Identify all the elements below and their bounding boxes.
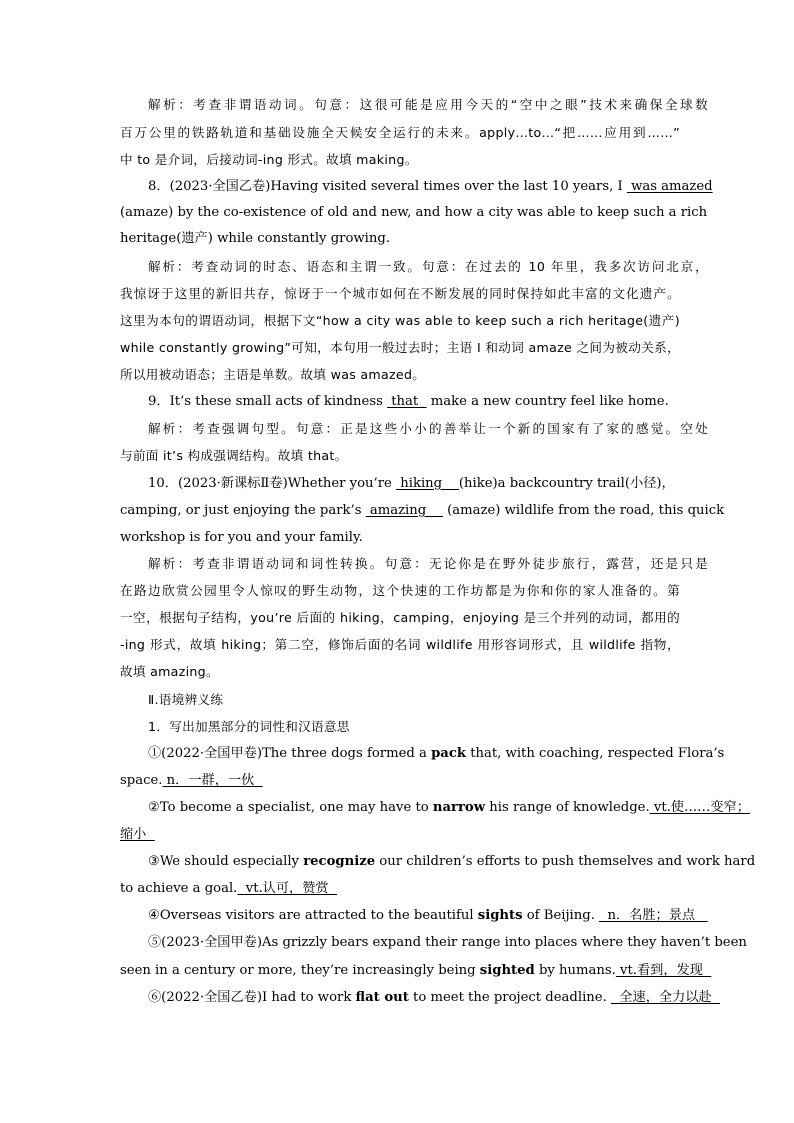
item-3-text-2: to achieve a goal. — [120, 881, 238, 896]
item-3-line-2 — [120, 881, 680, 897]
q8-question-text: 8．(2023·全国乙卷)Having visited several times over the last 10 years, I — [148, 179, 627, 194]
q8-analysis-line-4: while constantly growing”可知，本句用一般过去时；主语 I 和动词 amaze 之间为被动关系， — [120, 340, 680, 355]
q9-question-tail: make a new country feel like home. — [426, 394, 669, 409]
q10-question-line-2 — [120, 503, 725, 519]
item-1-line-2 — [120, 773, 680, 789]
item-3-line-1 — [148, 854, 756, 870]
item-3-answer: vt.认可，赞赏 — [237, 881, 338, 896]
item-6-line-1 — [148, 990, 721, 1006]
q10-answer-2: amazing — [365, 503, 443, 518]
q10-question-text: 10．(2023·新课标Ⅱ卷)Whether you’re — [148, 476, 397, 491]
q8-analysis-line-3: 这里为本句的谓语动词，根据下文“how a city was able to keep such a rich heritage(遗产) — [120, 313, 680, 328]
item-5-answer: vt.看到，发现 — [615, 963, 712, 978]
q10-question-line-1 — [148, 476, 708, 492]
section-heading: Ⅱ.语境辨义练 — [148, 692, 224, 707]
q8-analysis-line-5: 所以用被动语态；主语是单数。故填 was amazed。 — [120, 367, 426, 382]
item-5-text-2: seen in a century or more, they’re increasingly being — [120, 963, 480, 978]
item-3-text-tail: our children’s efforts to push themselves and work hard — [375, 854, 756, 869]
item-6-text: ⑥(2022·全国乙卷)I had to work — [148, 990, 356, 1005]
item-4-keyword: sights — [477, 908, 523, 923]
item-4-text-tail: of Beijing. — [522, 908, 600, 923]
item-4-answer: n．名胜；景点 — [599, 908, 708, 923]
q9-answer: that — [387, 394, 427, 409]
item-2-text: ②To become a specialist, one may have to — [148, 800, 433, 815]
q8-question-line-1 — [148, 179, 713, 195]
q9-analysis-line-1: 解析：考查强调句型。句意：正是这些小小的善举让一个新的国家有了家的感觉。空处 — [148, 421, 708, 436]
q10-question-line-3: workshop is for you and your family. — [120, 530, 363, 545]
q10-question-text-2: camping, or just enjoying the park’s — [120, 503, 366, 518]
item-4-line-1 — [148, 908, 708, 924]
q7-analysis-line-2: 百万公里的铁路轨道和基础设施全天候安全运行的未来。apply…to…“把……应用到……” — [120, 125, 680, 140]
item-6-keyword: flat out — [355, 990, 409, 1005]
q10-analysis-line-2: 在路边欣赏公园里令人惊叹的野生动物，这个快速的工作坊都是为你和你的家人准备的。第 — [120, 583, 680, 598]
item-5-keyword: sighted — [479, 963, 535, 978]
item-3-keyword: recognize — [303, 854, 376, 869]
q10-question-tail: (amaze) wildlife from the road, this quick — [442, 503, 725, 518]
q8-question-line-2: (amaze) by the co-existence of old and new, and how a city was able to keep such a rich — [120, 205, 708, 220]
item-6-answer: 全速，全力以赴 — [610, 990, 721, 1005]
item-1-text: ①(2022·全国甲卷)The three dogs formed a — [148, 746, 432, 761]
item-1-keyword: pack — [431, 746, 467, 761]
q8-answer: was amazed — [626, 179, 713, 194]
section-subheading: 1．写出加黑部分的词性和汉语意思 — [148, 719, 350, 734]
q10-answer-1: hiking — [396, 476, 459, 491]
q8-question-line-3: heritage(遗产) while constantly growing. — [120, 231, 391, 246]
item-1-line-1 — [148, 746, 725, 762]
item-6-text-tail: to meet the project deadline. — [408, 990, 611, 1005]
item-2-answer-part-2: 缩小 — [120, 827, 155, 842]
item-1-text-2: space. — [120, 773, 163, 788]
item-5-text-tail: by humans. — [534, 963, 616, 978]
q10-question-mid: (hike)a backcountry trail(小径)， — [458, 476, 675, 491]
item-3-text: ③We should especially — [148, 854, 304, 869]
item-2-line-2 — [120, 827, 680, 843]
q10-analysis-line-3: 一空，根据句子结构，you’re 后面的 hiking，camping，enjoying 是三个并列的动词，都用的 — [120, 610, 680, 625]
q8-analysis-line-2: 我惊讶于这里的新旧共存，惊讶于一个城市如何在不断发展的同时保持如此丰富的文化遗产。 — [120, 286, 680, 301]
item-2-keyword: narrow — [432, 800, 486, 815]
q8-analysis-line-1: 解析：考查动词的时态、语态和主谓一致。句意：在过去的 10 年里，我多次访问北京， — [148, 259, 708, 274]
q9-question-line — [148, 394, 708, 410]
item-5-line-1: ⑤(2023·全国甲卷)As grizzly bears expand their range into places where they haven’t been — [148, 935, 747, 950]
q10-analysis-line-1: 解析：考查非谓语动词和词性转换。句意：无论你是在野外徒步旅行，露营，还是只是 — [148, 556, 708, 571]
q7-analysis-line-3: 中 to 是介词，后接动词-ing 形式。故填 making。 — [120, 152, 418, 167]
q7-analysis-line-1: 解析：考查非谓语动词。句意：这很可能是应用今天的“空中之眼”技术来确保全球数 — [148, 97, 708, 112]
item-2-text-tail: his range of knowledge. — [485, 800, 650, 815]
item-5-line-2 — [120, 963, 712, 979]
q9-analysis-line-2: 与前面 it’s 构成强调结构。故填 that。 — [120, 448, 348, 463]
item-4-text: ④Overseas visitors are attracted to the beautiful — [148, 908, 478, 923]
q10-analysis-line-4: -ing 形式，故填 hiking；第二空，修饰后面的名词 wildlife 用形容词形式，且 wildlife 指物， — [120, 637, 680, 652]
item-1-answer: n．一群，一伙 — [162, 773, 263, 788]
q9-question-text: 9．It’s these small acts of kindness — [148, 394, 388, 409]
item-1-text-tail: that, with coaching, respected Flora’s — [466, 746, 725, 761]
q10-analysis-line-5: 故填 amazing。 — [120, 664, 219, 679]
item-2-line-1 — [148, 800, 750, 816]
item-2-answer-part-1: vt.使……变窄； — [649, 800, 750, 815]
